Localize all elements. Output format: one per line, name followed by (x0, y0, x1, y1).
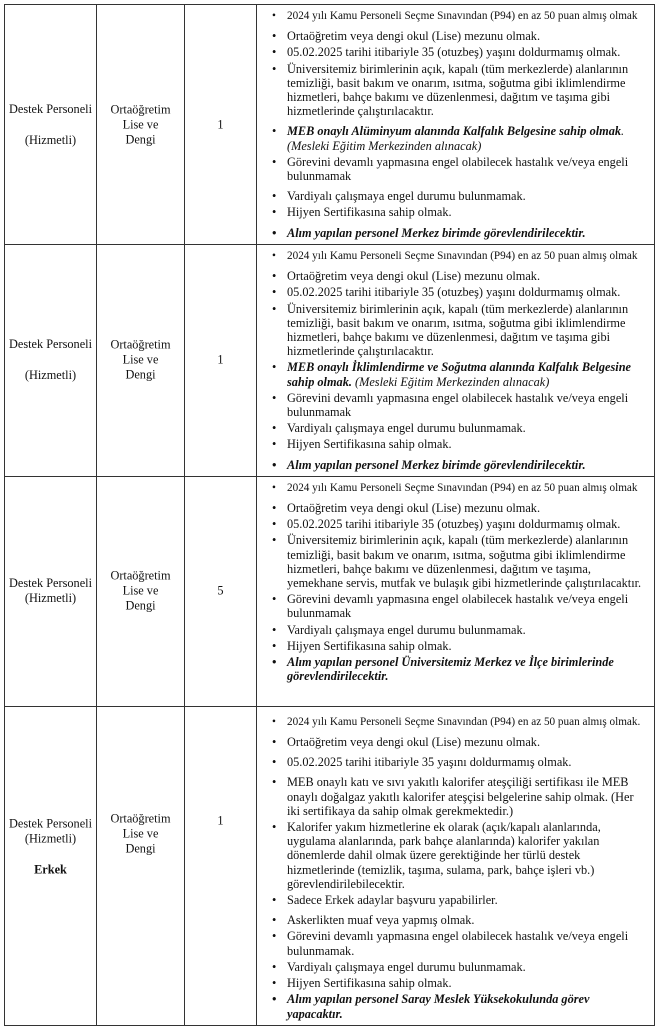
position-subtitle: (Hizmetli) (24, 132, 77, 147)
requirement-item: • Ortaöğretim veya dengi okul (Lise) mezunu olmak. (263, 29, 648, 43)
requirement-item: • Hijyen Sertifikasına sahip olmak. (263, 437, 648, 451)
requirement-item: • Hijyen Sertifikasına sahip olmak. (263, 976, 648, 990)
requirement-item: • Vardiyalı çalışmaya engel durumu bulunmamak. (263, 421, 648, 435)
education-line: Dengi (125, 367, 156, 382)
requirement-item: • Alım yapılan personel Merkez birimde görevlendirilecektir. (263, 458, 648, 472)
requirement-item: • Üniversitemiz birimlerinin açık, kapalı (tüm merkezlerde) alanlarının temizliği, basit bakım ve onarım, ısıtma, soğutma gibi iklimlendirme hizmetleri, bahçe bakımı ve düzenlenmesi, dağıtım ve taşıma gibi hizmetlerinde çalıştırılacaktır. (263, 302, 648, 359)
position-count: 5 (217, 583, 224, 598)
education-line: Ortaöğretim (110, 102, 171, 116)
requirement-item: • Alım yapılan personel Üniversitemiz Merkez ve İlçe birimlerinde görevlendirilecektir. (263, 655, 648, 683)
requirement-item: • Vardiyalı çalışmaya engel durumu bulunmamak. (263, 960, 648, 974)
position-title: Destek Personeli (9, 816, 92, 831)
requirement-item: • Üniversitemiz birimlerinin açık, kapalı (tüm merkezlerde) alanlarının temizliği, basit bakım ve onarım, ısıtma, soğutma gibi iklimlendirme hizmetleri, bahçe bakımı ve düzenlenmesi, dağıtım ve taşıma gibi hizmetlerinde çalıştırılacaktır. (263, 62, 648, 119)
requirement-item: • Kalorifer yakım hizmetlerine ek olarak (açık/kapalı alanlarında, uygulama alanlarında, park bahçe alanlarında) kalorifer yakılan dönemlerde dahil olmak üzere gerektiğinde her türlü destek hizmetlerinde (temizlik, taşıma, sulama, park, bahçe işleri vb.) görevlendirilebilecektir. (263, 820, 648, 891)
requirement-item: • Vardiyalı çalışmaya engel durumu bulunmamak. (263, 189, 648, 203)
education-line: Lise ve (122, 583, 159, 598)
requirements-list (263, 715, 648, 1021)
requirement-item: • 05.02.2025 tarihi itibariyle 35 (otuzbeş) yaşını doldurmamış olmak. (263, 45, 648, 59)
table-row (5, 706, 655, 1025)
position-subtitle: (Hizmetli) (24, 591, 77, 606)
requirement-item: • 05.02.2025 tarihi itibariyle 35 (otuzbeş) yaşını doldurmamış olmak. (263, 285, 648, 299)
requirement-item: • MEB onaylı İklimlendirme ve Soğutma alanında Kalfalık Belgesine sahip olmak. (Mesleki Eğitim Merkezinden alınacak) (263, 360, 648, 388)
table-row (5, 476, 655, 706)
position-count: 1 (217, 117, 224, 131)
position-title: Destek Personeli (9, 101, 92, 116)
count-cell (185, 245, 257, 477)
requirement-item: • Hijyen Sertifikasına sahip olmak. (263, 639, 648, 653)
position-cell (5, 476, 97, 706)
requirement-item: • Görevini devamlı yapmasına engel olabilecek hastalık ve/veya engeli bulunmamak (263, 155, 648, 183)
requirement-item: • Ortaöğretim veya dengi okul (Lise) mezunu olmak. (263, 269, 648, 283)
positions-table (4, 4, 655, 1026)
requirement-item: • Görevini devamlı yapmasına engel olabilecek hastalık ve/veya engeli bulunmamak (263, 592, 648, 620)
education-cell (97, 245, 185, 477)
requirements-cell (257, 476, 655, 706)
position-title: Destek Personeli (9, 337, 92, 352)
education-line: Ortaöğretim (110, 811, 171, 826)
count-cell (185, 706, 257, 1025)
requirements-list (263, 249, 648, 472)
requirement-item: • Vardiyalı çalışmaya engel durumu bulunmamak. (263, 623, 648, 637)
count-cell (185, 476, 257, 706)
requirements-cell (257, 706, 655, 1025)
requirement-item: • 05.02.2025 tarihi itibariyle 35 yaşını doldurmamış olmak. (263, 755, 648, 769)
requirement-item: • Sadece Erkek adaylar başvuru yapabilirler. (263, 893, 648, 907)
requirement-item: • 05.02.2025 tarihi itibariyle 35 (otuzbeş) yaşını doldurmamış olmak. (263, 517, 648, 531)
requirement-item: • Ortaöğretim veya dengi okul (Lise) mezunu olmak. (263, 501, 648, 515)
requirement-item: • Alım yapılan personel Merkez birimde görevlendirilecektir. (263, 226, 648, 240)
requirements-list (263, 9, 648, 240)
education-line: Ortaöğretim (110, 568, 171, 583)
position-cell (5, 5, 97, 245)
education-line: Dengi (125, 841, 156, 856)
requirement-item: • Görevini devamlı yapmasına engel olabilecek hastalık ve/veya engeli bulunmamak (263, 391, 648, 419)
education-line: Lise ve (122, 352, 159, 367)
requirement-item: • Ortaöğretim veya dengi okul (Lise) mezunu olmak. (263, 735, 648, 749)
position-count: 1 (217, 352, 224, 367)
requirement-item: • Üniversitemiz birimlerinin açık, kapalı (tüm merkezlerde) alanlarının temizliği, basit bakım ve onarım, ısıtma, soğutma gibi iklimlendirme hizmetleri, bahçe bakımı ve düzenlenmesi, dağıtım ve taşıma, yemekhane servis, mutfak ve bulaşık gibi hizmetlerinde çalıştırılacaktır. (263, 533, 648, 590)
requirement-item: • Alım yapılan personel Saray Meslek Yüksekokulunda görev yapacaktır. (263, 992, 648, 1020)
requirement-item: • 2024 yılı Kamu Personeli Seçme Sınavından (P94) en az 50 puan almış olmak. (263, 715, 648, 729)
position-title: Destek Personeli (9, 576, 92, 591)
position-cell (5, 706, 97, 1025)
requirement-item: • 2024 yılı Kamu Personeli Seçme Sınavından (P94) en az 50 puan almış olmak (263, 249, 648, 263)
education-line: Ortaöğretim (110, 337, 171, 352)
table-row (5, 245, 655, 477)
requirement-item: • Hijyen Sertifikasına sahip olmak. (263, 205, 648, 219)
requirement-item: • 2024 yılı Kamu Personeli Seçme Sınavından (P94) en az 50 puan almış olmak (263, 481, 648, 495)
requirement-item: • MEB onaylı katı ve sıvı yakıtlı kalorifer ateşçiliği sertifikası ile MEB onaylı doğalgaz yakıtlı kalorifer ateşçisi belgelerine sahip olmak. (Her iki sertifikaya da sahip olmak gerekmektedir.) (263, 775, 648, 818)
education-line: Lise ve (122, 826, 159, 841)
requirements-list (263, 481, 648, 684)
education-cell (97, 706, 185, 1025)
requirements-cell (257, 245, 655, 477)
requirement-item: • Askerlikten muaf veya yapmış olmak. (263, 913, 648, 927)
education-line: Lise ve (122, 117, 159, 131)
requirement-item: • MEB onaylı Alüminyum alanında Kalfalık Belgesine sahip olmak. (Mesleki Eğitim Merkezinden alınacak) (263, 124, 648, 152)
education-line: Dengi (125, 598, 156, 613)
position-count: 1 (217, 813, 224, 828)
position-subtitle: (Hizmetli) (24, 368, 77, 383)
education-line: Dengi (125, 132, 156, 146)
table-row (5, 5, 655, 245)
requirement-item: • 2024 yılı Kamu Personeli Seçme Sınavından (P94) en az 50 puan almış olmak (263, 9, 648, 23)
position-cell (5, 245, 97, 477)
gender-requirement: Erkek (34, 862, 67, 877)
position-subtitle: (Hizmetli) (24, 831, 77, 846)
education-cell (97, 476, 185, 706)
education-cell (97, 5, 185, 245)
count-cell (185, 5, 257, 245)
requirement-item: • Görevini devamlı yapmasına engel olabilecek hastalık ve/veya engeli bulunmamak. (263, 929, 648, 957)
requirements-cell (257, 5, 655, 245)
